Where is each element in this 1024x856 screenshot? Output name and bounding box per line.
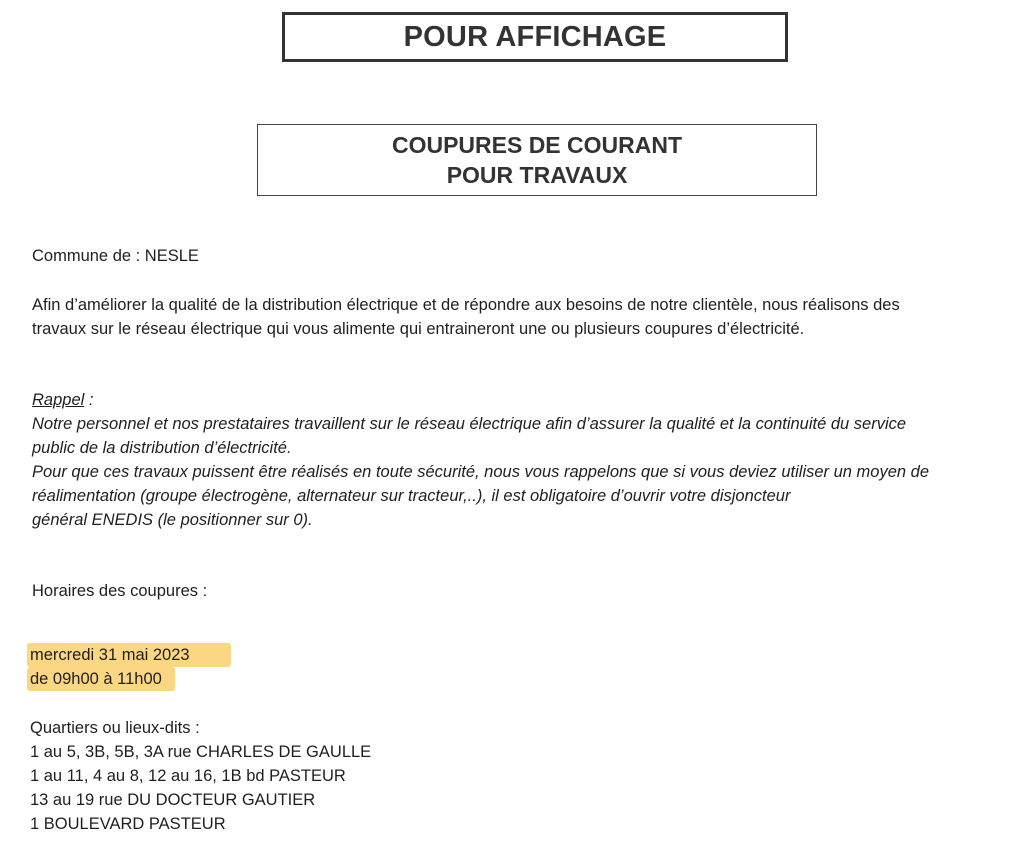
subject-line-2: POUR TRAVAUX [446, 162, 628, 188]
schedule-time: de 09h00 à 11h00 [30, 670, 162, 688]
intro-line-1: Afin d’améliorer la qualité de la distribution électrique et de répondre aux besoins de notre clientèle, nous réalisons des [32, 296, 900, 314]
intro-line-2: travaux sur le réseau électrique qui vous alimente qui entraineront une ou plusieurs coupures d’électricité. [32, 320, 805, 338]
rappel-colon: : [84, 391, 94, 409]
rappel-line-1: Notre personnel et nos prestataires travaillent sur le réseau électrique afin d’assurer la qualité et la continuité du service [32, 415, 907, 433]
subject-line-1: COUPURES DE COURANT [391, 132, 683, 158]
location-item: 1 au 11, 4 au 8, 12 au 16, 1B bd PASTEUR [30, 767, 346, 785]
rappel-heading [32, 389, 93, 413]
location-item: 13 au 19 rue DU DOCTEUR GAUTIER [30, 791, 316, 809]
location-item: 1 BOULEVARD PASTEUR [30, 815, 226, 833]
schedule-heading: Horaires des coupures : [32, 582, 208, 600]
rappel-label: Rappel [32, 391, 85, 409]
rappel-line-2: public de la distribution d’électricité. [32, 439, 292, 457]
banner-box [282, 12, 788, 62]
locations-heading: Quartiers ou lieux-dits : [30, 719, 200, 737]
location-item: 1 au 5, 3B, 5B, 3A rue CHARLES DE GAULLE [30, 743, 372, 761]
schedule-date: mercredi 31 mai 2023 [30, 646, 190, 664]
banner-title: POUR AFFICHAGE [403, 20, 667, 53]
rappel-line-5: général ENEDIS (le positionner sur 0). [32, 511, 313, 529]
subject-box [257, 124, 817, 196]
rappel-line-3: Pour que ces travaux puissent être réalisés en toute sécurité, nous vous rappelons que si vous deviez utiliser un moyen de [32, 463, 930, 481]
commune-line: Commune de : NESLE [32, 247, 199, 265]
rappel-line-4: réalimentation (groupe électrogène, alternateur sur tracteur,..), il est obligatoire d’ouvrir votre disjoncteur [32, 487, 791, 505]
